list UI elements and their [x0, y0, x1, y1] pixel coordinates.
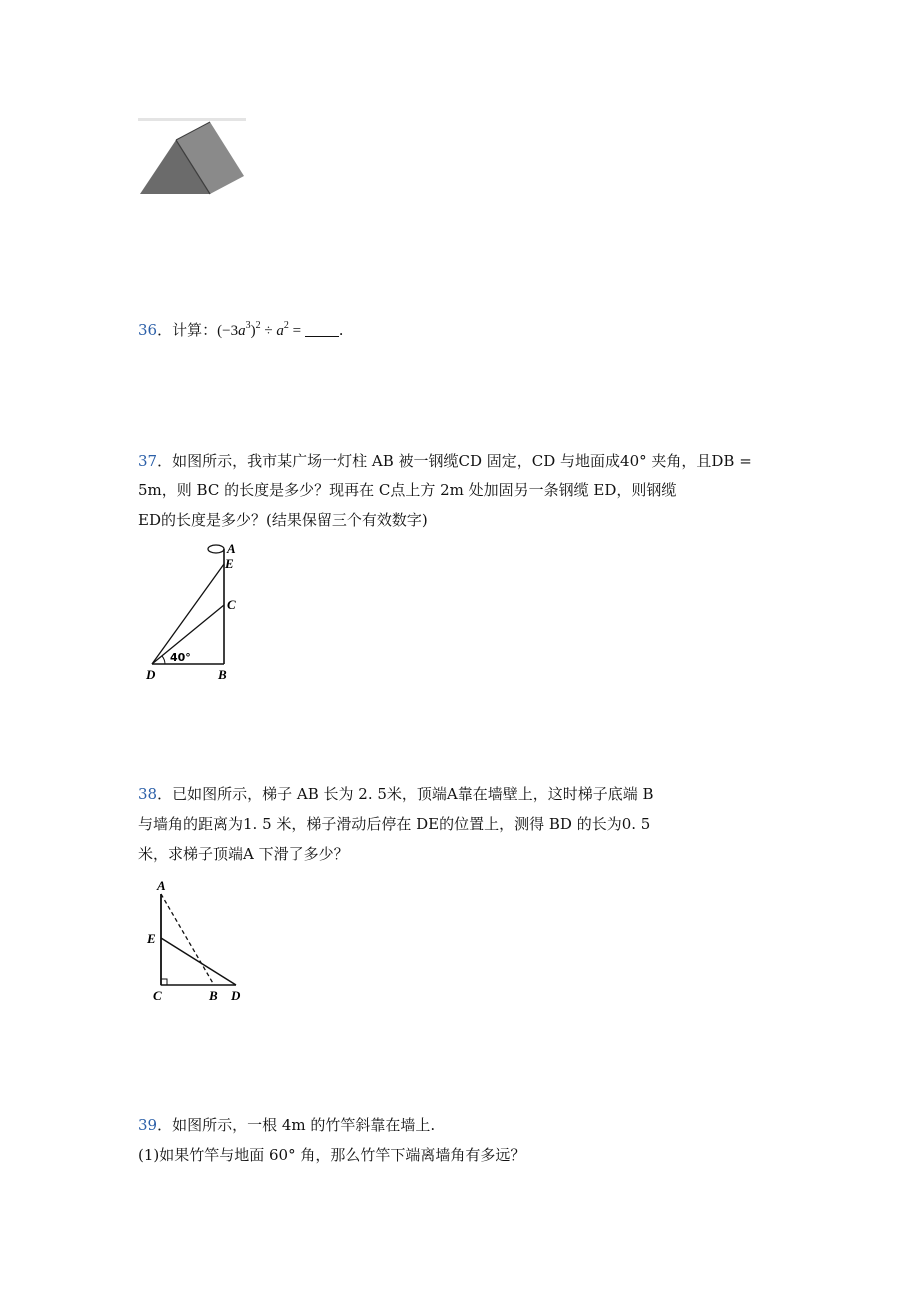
label-A: A — [157, 878, 166, 893]
label-A: A — [227, 541, 236, 556]
label-B: B — [209, 988, 218, 1003]
question-prefix: 计算： — [172, 321, 218, 339]
label-E: E — [147, 931, 156, 946]
question-number: 37 — [138, 452, 158, 470]
question-38-line2: 与墙角的距离为1. 5 米，梯子滑动后停在 DE的位置上，测得 BD 的长为0. 5 — [138, 815, 651, 833]
label-C: C — [227, 597, 236, 612]
ladder-figure — [138, 878, 253, 1006]
question-38-line1: 38．已如图所示，梯子 AB 长为 2. 5米，顶端A靠在墙壁上，这时梯子底端 B — [138, 785, 654, 803]
label-C: C — [153, 988, 162, 1003]
lamp-post-figure — [138, 540, 248, 685]
question-37-line3: ED的长度是多少？(结果保留三个有效数字) — [138, 511, 428, 529]
question-37-line1: 37．如图所示，我市某广场一灯柱 AB 被一钢缆CD 固定，CD 与地面成40° 夹角，且DB = — [138, 452, 752, 470]
question-number: 38 — [138, 785, 158, 803]
question-39-line1: 39．如图所示，一根 4m 的竹竿斜靠在墙上. — [138, 1116, 436, 1134]
angle-label: 40° — [170, 651, 191, 664]
answer-blank — [305, 322, 339, 337]
question-number: 36 — [138, 321, 158, 339]
label-B: B — [218, 667, 227, 682]
label-E: E — [225, 556, 234, 571]
prism-figure — [138, 118, 246, 200]
question-36: 36．计算：$(-3a^3)^2 \div a^2$ = . — [138, 320, 344, 339]
label-D: D — [146, 667, 156, 682]
question-37-line2: 5m，则 BC 的长度是多少？现再在 C点上方 2m 处加固另一条钢缆 ED，则钢缆 — [138, 481, 677, 499]
question-number: 39 — [138, 1116, 158, 1134]
question-38-line3: 米，求梯子顶端A 下滑了多少？ — [138, 845, 349, 863]
label-D: D — [231, 988, 241, 1003]
expression: $(-3a^3)^2 \div a^2$ = — [217, 320, 302, 339]
question-39-line2: (1)如果竹竿与地面 60° 角，那么竹竿下端离墙角有多远？ — [138, 1146, 526, 1164]
